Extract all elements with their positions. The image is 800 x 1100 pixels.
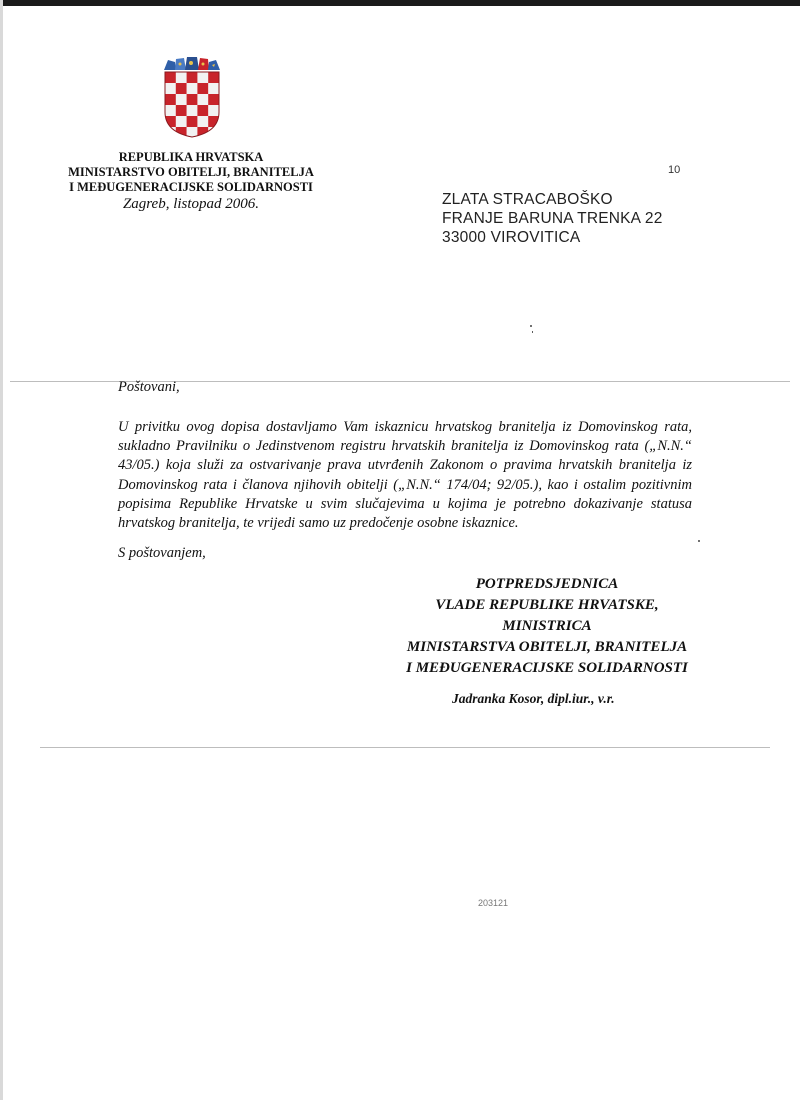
recipient-city: 33000 VIROVITICA bbox=[442, 229, 581, 246]
header-ministry-cont: I MEĐUGENERACIJSKE SOLIDARNOSTI bbox=[69, 180, 313, 194]
signer-name: Jadranka Kosor, dipl.iur., v.r. bbox=[452, 691, 615, 706]
coat-check-square bbox=[165, 83, 176, 94]
coat-check-square bbox=[187, 83, 198, 94]
salutation: Poštovani, bbox=[118, 379, 180, 395]
coat-check-square bbox=[208, 83, 219, 94]
coat-check-square bbox=[208, 127, 219, 138]
scan-border-top bbox=[0, 0, 800, 6]
coat-check-square bbox=[208, 72, 219, 83]
coat-check-square bbox=[187, 116, 198, 127]
page-number: 10 bbox=[668, 164, 681, 176]
place-date: Zagreb, listopad 2006. bbox=[122, 196, 260, 212]
scan-speck bbox=[530, 325, 532, 327]
coat-check-square bbox=[176, 72, 187, 83]
body-paragraph: U privitku ovog dopisa dostavljamo Vam iskaznicu hrvatskog branitelja iz Domovinskog rata, sukladno Pravilniku o Jedinstvenom registru hrvatskih branitelja iz Domovinskog rata („N.N.“ 43/05.) koja služi za ostvarivanje prava utvrđenih Zakonom o pravima hrvatskih branitelja iz Domovinskog rata i članova njihovih obitelji („N.N.“ 174/04; 92/05.), kao i ostalim pozitivnim popisima Republike Hrvatske u svim slučajevima u kojima je potrebno dokazivanje statusa hrvatskog branitelja, te vrijedi samo uz predočenje osobne iskaznice. bbox=[118, 419, 692, 532]
signature-title-1: POTPREDSJEDNICA bbox=[475, 576, 619, 592]
coat-check-square bbox=[208, 105, 219, 116]
header-ministry: MINISTARSTVO OBITELJI, BRANITELJA bbox=[68, 165, 314, 179]
coat-check-square bbox=[187, 72, 198, 83]
croatian-coat-of-arms-icon bbox=[162, 56, 222, 138]
scan-border-left bbox=[0, 0, 3, 1100]
coat-check-square bbox=[165, 72, 176, 83]
coat-check-square bbox=[176, 83, 187, 94]
recipient-name: ZLATA STRACABOŠKO bbox=[442, 191, 613, 208]
coat-check-square bbox=[176, 116, 187, 127]
coat-check-square bbox=[208, 94, 219, 105]
scan-speck bbox=[532, 331, 533, 333]
coat-check-square bbox=[187, 105, 198, 116]
coat-check-square bbox=[187, 94, 198, 105]
scan-speck bbox=[698, 540, 700, 542]
coat-check-square bbox=[165, 105, 176, 116]
signature-title-5: I MEĐUGENERACIJSKE SOLIDARNOSTI bbox=[406, 660, 688, 676]
coat-check-square bbox=[176, 94, 187, 105]
coat-check-square bbox=[197, 72, 208, 83]
recipient-address bbox=[442, 190, 663, 247]
coat-check-square bbox=[165, 94, 176, 105]
coat-check-square bbox=[197, 116, 208, 127]
header-country: REPUBLIKA HRVATSKA bbox=[118, 150, 264, 164]
signature-title-3: MINISTRICA bbox=[502, 618, 592, 634]
closing: S poštovanjem, bbox=[118, 545, 206, 561]
coat-check-square bbox=[197, 105, 208, 116]
signature-block bbox=[392, 574, 702, 679]
coat-check-square bbox=[176, 105, 187, 116]
document-number: 203121 bbox=[478, 898, 509, 908]
coat-check-square bbox=[165, 127, 176, 138]
signature-title-4: MINISTARSTVA OBITELJI, BRANITELJA bbox=[406, 639, 688, 655]
signature-title-2: VLADE REPUBLIKE HRVATSKE, bbox=[435, 597, 659, 613]
coat-check-square bbox=[197, 94, 208, 105]
fold-line-bottom bbox=[40, 747, 770, 748]
coat-check-square bbox=[197, 83, 208, 94]
recipient-street: FRANJE BARUNA TRENKA 22 bbox=[442, 210, 663, 227]
ministry-header bbox=[60, 150, 322, 212]
